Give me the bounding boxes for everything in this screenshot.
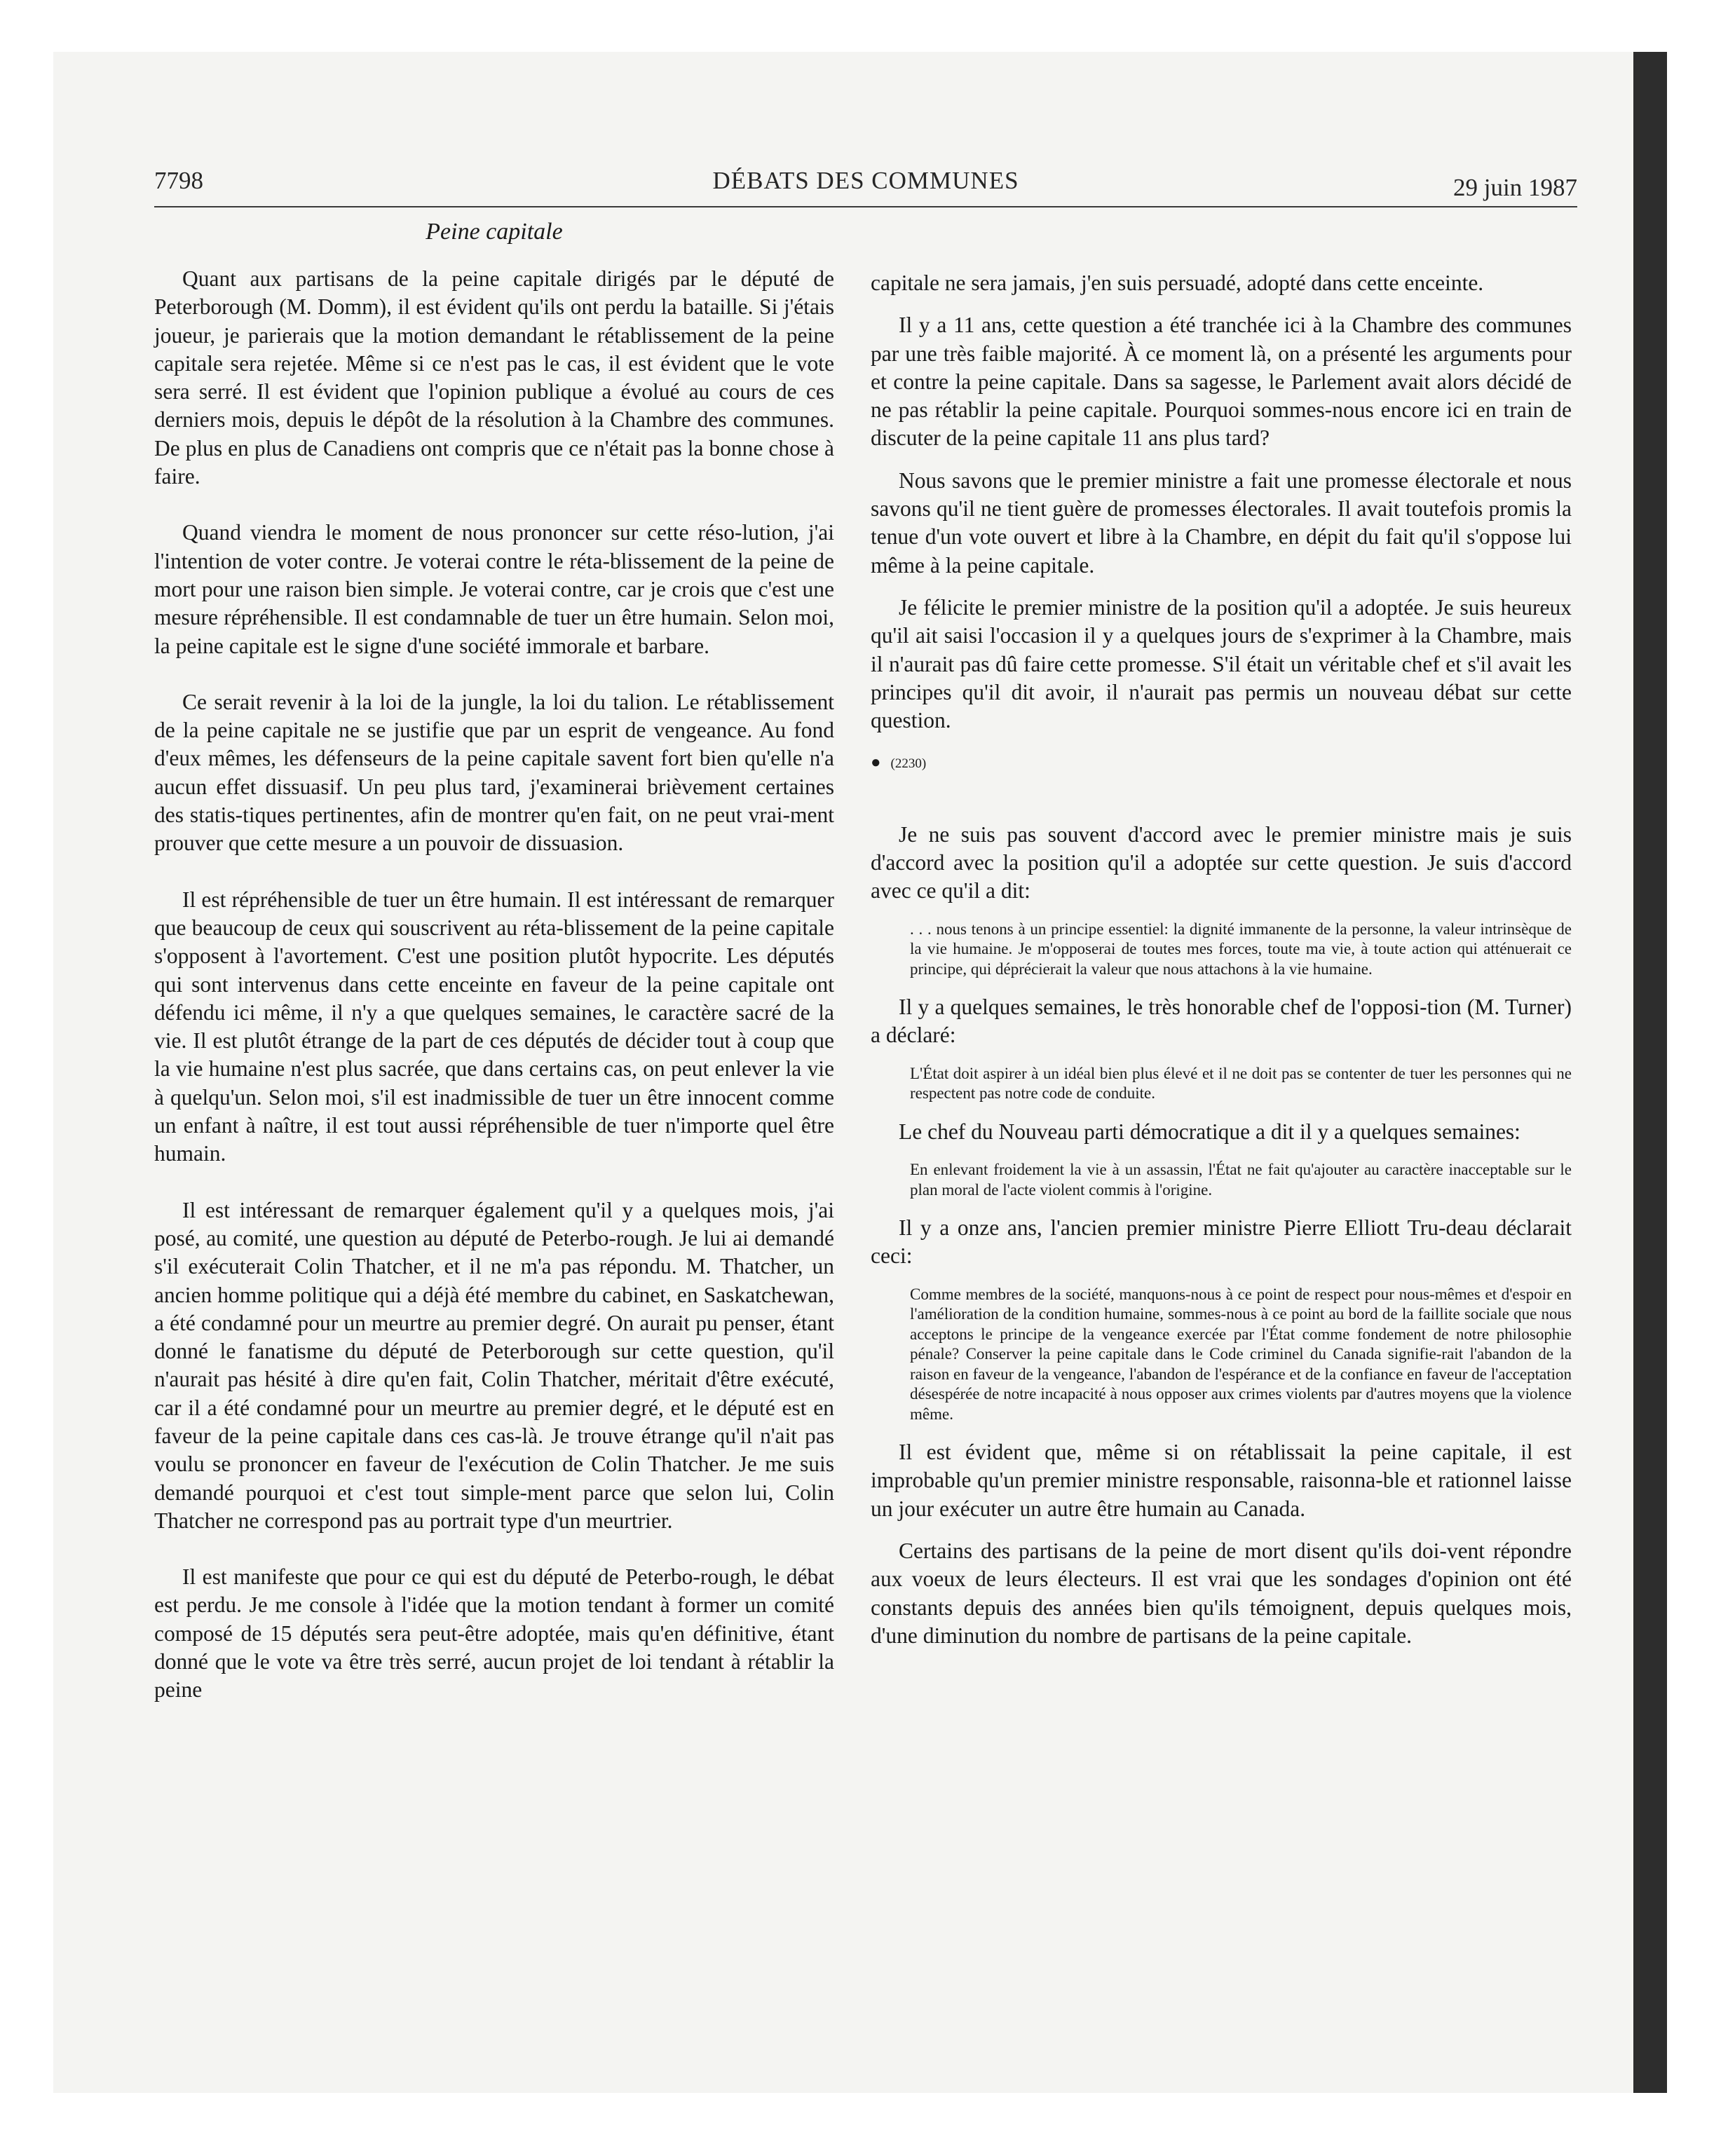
paragraph-continuation: capitale ne sera jamais, j'en suis persuadé, adopté dans cette enceinte.: [871, 271, 1484, 295]
block-quote: Comme membres de la société, manquons-nous à ce point de respect pour nous-mêmes et d'espoir en l'amélioration de la condition humaine, sommes-nous à ce point au bord de la faillite sociale que nous acceptons le principe de la vengeance exercée par l'État comme fondement de notre philosophie pénale? Conserver la peine capitale dans le Code criminel du Canada signifie-rait l'abandon de la raison en faveur de la vengeance, l'abandon de l'espérance et de la confiance en faveur de l'acceptation désespérée de notre incapacité à nous opposer aux crimes violents par d'autres moyens que la violence même.: [910, 1285, 1572, 1423]
time-marker: [871, 749, 1572, 778]
block-quote: . . . nous tenons à un principe essentiel: la dignité immanente de la personne, la valeur intrinsèque de la vie humaine. Je m'opposerai de toutes mes forces, toute ma vie, à toute action qui atténuerait ce principe, qui déprécierait la valeur que nous attachons à la vie humaine.: [910, 920, 1572, 978]
bullet-icon: ●: [871, 753, 881, 772]
scan-edge-bar: [1633, 52, 1667, 2093]
left-column: [154, 265, 834, 1733]
time-marker-label: (2230): [890, 756, 927, 772]
paragraph: Nous savons que le premier ministre a fait une promesse électorale et nous savons qu'il ne tient guère de promesses électorales. Il avait toutefois promis la tenue d'un vote ouvert et libre à la Chambre, en dépit du fait qu'il s'oppose lui même à la peine capitale.: [871, 468, 1572, 578]
publication-date: 29 juin 1987: [1453, 174, 1577, 201]
paragraph: Ce serait revenir à la loi de la jungle, la loi du talion. Le rétablissement de la peine capitale ne se justifie que par un esprit de vengeance. Au fond d'eux mêmes, les défenseurs de la peine capitale savent fort bien qu'elle n'a aucun effet dissuasif. Un peu plus tard, j'examinerai brièvement certaines des statis-tiques pertinentes, afin de montrer qu'en fait, on ne peut vrai-ment prouver que cette mesure a un pouvoir de dissuasion.: [154, 689, 834, 856]
paragraph: Il y a onze ans, l'ancien premier ministre Pierre Elliott Tru-deau déclarait ceci:: [871, 1215, 1572, 1269]
paragraph: Le chef du Nouveau parti démocratique a dit il y a quelques semaines:: [899, 1119, 1520, 1144]
paragraph: Je ne suis pas souvent d'accord avec le premier ministre mais je suis d'accord avec la position qu'il a adoptée sur cette question. Je suis d'accord avec ce qu'il a dit:: [871, 821, 1572, 903]
paragraph: Il est intéressant de remarquer également qu'il y a quelques mois, j'ai posé, au comité, une question au député de Peterbo-rough. Je lui ai demandé s'il exécuterait Colin Thatcher, et il ne m'a pas répondu. M. Thatcher, un ancien homme politique qui a déjà été membre du cabinet, en Saskatchewan, a été condamné pour un meurtre au premier degré. On aurait pu penser, étant donné le fanatisme du député de Peterborough sur cette question, qu'il n'aurait pas hésité à dire qu'en fait, Colin Thatcher, méritait d'être exécuté, car il a été condamné pour un meurtre au premier degré, et le député est en faveur de la peine capitale dans ces cas-là. Je trouve étrange qu'il n'ait pas voulu se prononcer en faveur de l'exécution de Colin Thatcher. Je me suis demandé pourquoi et c'est tout simple-ment parce que selon lui, Colin Thatcher ne correspond pas au portrait type d'un meurtrier.: [154, 1197, 834, 1533]
header-rule: [154, 206, 1577, 207]
subject-heading: Peine capitale: [426, 219, 563, 245]
publication-title: DÉBATS DES COMMUNES: [712, 167, 1019, 194]
paragraph: Quant aux partisans de la peine capitale dirigés par le député de Peterborough (M. Domm), il est évident qu'ils ont perdu la bataille. Si j'étais joueur, je parierais que la motion demandant le rétablissement de la peine capitale sera rejetée. Même si ce n'est pas le cas, il est évident que le vote sera serré. Il est évident que l'opinion publique a évolué au cours de ces derniers mois, depuis le dépôt de la résolution à la Chambre des communes. De plus en plus de Canadiens ont compris que ce n'était pas la bonne chose à faire.: [154, 266, 834, 489]
block-quote: L'État doit aspirer à un idéal bien plus élevé et il ne doit pas se contenter de tuer les personnes qui ne respectent pas notre code de conduite.: [910, 1064, 1572, 1103]
block-quote: En enlevant froidement la vie à un assassin, l'État ne fait qu'ajouter au caractère inacceptable sur le plan moral de l'acte violent commis à l'origine.: [910, 1161, 1572, 1199]
paragraph: Il y a quelques semaines, le très honorable chef de l'opposi-tion (M. Turner) a déclaré:: [871, 995, 1572, 1048]
paragraph: Quand viendra le moment de nous prononcer sur cette réso-lution, j'ai l'intention de voter contre. Je voterai contre le réta-blissement de la peine de mort pour une raison bien simple. Je voterai contre, car je crois que c'est une mesure répréhensible. Il est condamnable de tuer un être humain. Selon moi, la peine capitale est le signe d'une société immorale et barbare.: [154, 520, 834, 658]
paragraph: Il y a 11 ans, cette question a été tranchée ici à la Chambre des communes par une très faible majorité. À ce moment là, on a présenté les arguments pour et contre la peine capitale. Dans sa sagesse, le Parlement avait alors décidé de ne pas rétablir la peine capitale. Pourquoi sommes-nous encore ici en train de discuter de la peine capitale 11 ans plus tard?: [871, 313, 1572, 451]
paragraph: Il est évident que, même si on rétablissait la peine capitale, il est improbable qu'un premier ministre responsable, raisonna-ble et rationnel laisse un jour exécuter un autre être humain au Canada.: [871, 1440, 1572, 1521]
paragraph: Il est manifeste que pour ce qui est du député de Peterbo-rough, le débat est perdu. Je me console à l'idée que la motion tendant à former un comité composé de 15 députés sera peut-être adoptée, mais qu'en définitive, étant donné que le vote va être très serré, aucun projet de loi tendant à rétablir la peine: [154, 1564, 834, 1703]
paragraph: Certains des partisans de la peine de mort disent qu'ils doi-vent répondre aux voeux de leurs électeurs. Il est vrai que les sondages d'opinion ont été constants depuis des années bien qu'ils témoignent, depuis quelques mois, d'une diminution du nombre de partisans de la peine capitale.: [871, 1538, 1572, 1648]
right-column: [871, 269, 1572, 1664]
paragraph: Je félicite le premier ministre de la position qu'il a adoptée. Je suis heureux qu'il ait saisi l'occasion il y a quelques jours de s'exprimer à la Chambre, mais il n'aurait pas dû faire cette promesse. S'il était un véritable chef et s'il avait les principes qu'il dit avoir, il n'aurait pas permis un nouveau débat sur cette question.: [871, 594, 1572, 733]
page-header: [154, 167, 1577, 206]
paragraph: Il est répréhensible de tuer un être humain. Il est intéressant de remarquer que beaucoup de ceux qui souscrivent au réta-blissement de la peine capitale s'opposent à l'avortement. C'est une position plutôt hypocrite. Les députés qui sont intervenus dans cette enceinte en faveur de la peine capitale ont défendu ici même, il n'y a que quelques semaines, le caractère sacré de la vie. Il est plutôt étrange de la part de ces députés de décider tout à coup que la vie humaine n'est plus sacrée, que dans certains cas, on peut enlever la vie à quelqu'un. Selon moi, s'il est inadmissible de tuer un être innocent comme un enfant à naître, il est tout aussi répréhensible de tuer n'importe quel être humain.: [154, 887, 834, 1166]
page-number: 7798: [154, 167, 203, 194]
